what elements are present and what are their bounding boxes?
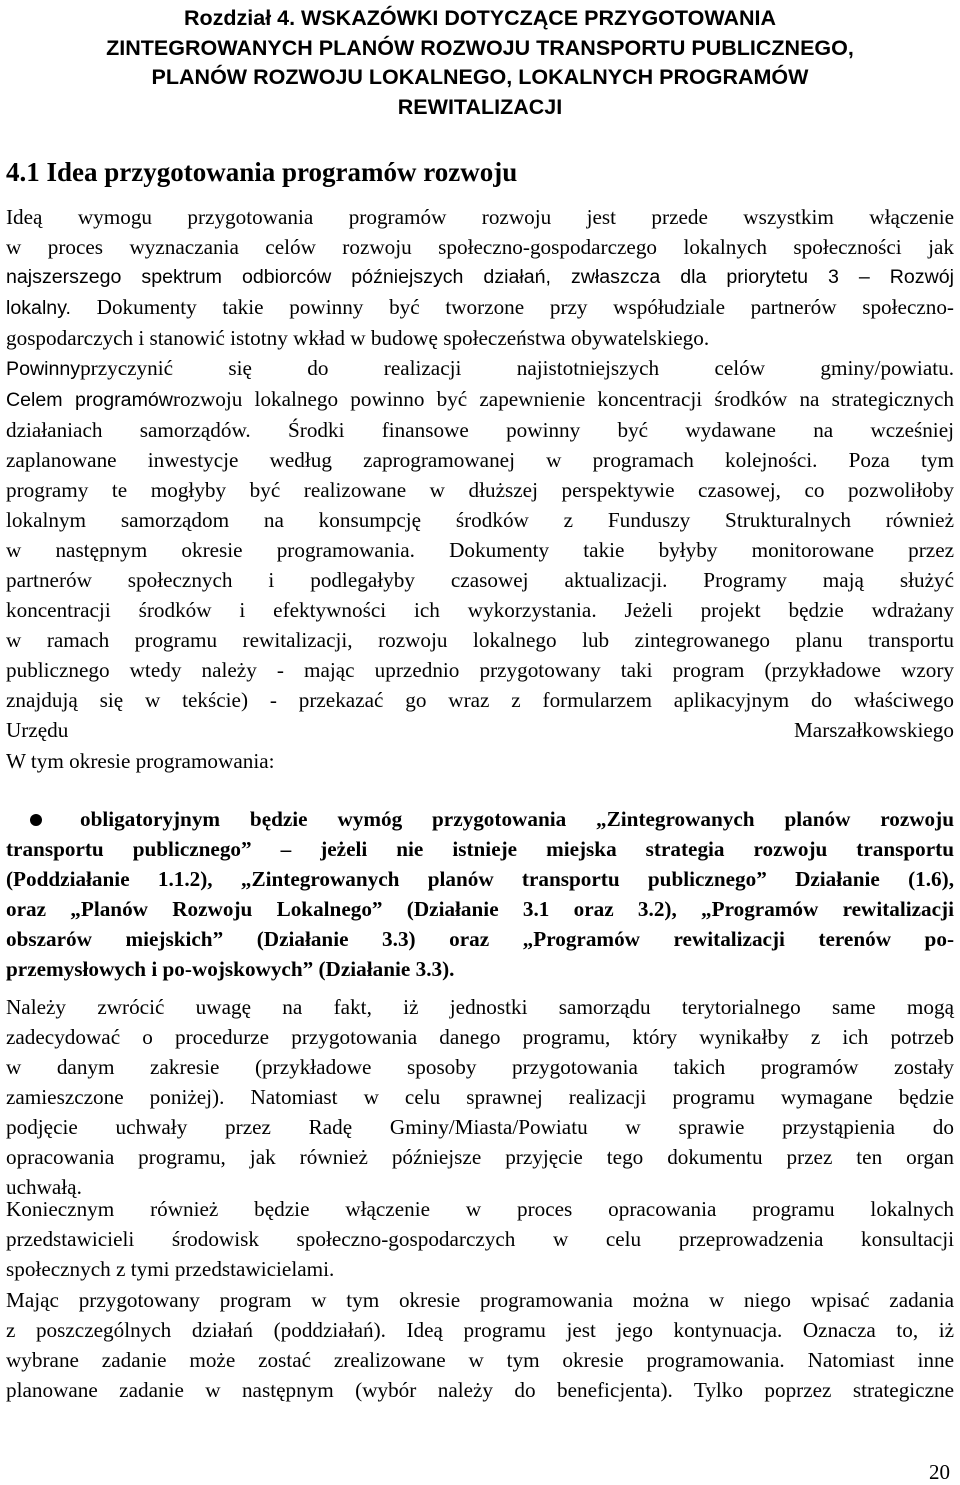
text-line: podjęcie uchwały przez Radę Gminy/Miasta/Powiatu w sprawie przystąpienia do	[6, 1115, 954, 1139]
text-line: społecznych z tymi przedstawicielami.	[6, 1257, 335, 1281]
text-line: (Poddziałanie 1.1.2), „Zintegrowanych planów transportu publicznego” Działanie (1.6),	[6, 867, 954, 891]
text-line: w następnym okresie programowania. Dokumenty takie byłyby monitorowane przez	[6, 538, 954, 562]
text-line: najszerszego spektrum odbiorców późniejszych działań, zwłaszcza dla priorytetu 3 – Rozwój	[6, 266, 954, 288]
text-line: oraz „Planów Rozwoju Lokalnego” (Działanie 3.1 oraz 3.2), „Programów rewitalizacji	[6, 897, 954, 921]
text-fragment: Dokumenty takie powinny być tworzone przy współudziale partnerów społeczno-	[70, 295, 954, 319]
text-line: znajdują się w tekście) - przekazać go wraz z formularzem aplikacyjnym do właściwego	[6, 688, 954, 712]
text-line: transportu publicznego” – jeżeli nie istnieje miejska strategia rozwoju transportu	[6, 837, 954, 861]
text-fragment: Powinny	[6, 358, 81, 380]
chapter-title-line: ZINTEGROWANYCH PLANÓW ROZWOJU TRANSPORTU PUBLICZNEGO,	[106, 35, 854, 60]
text-line: partnerów społecznych i podlegałyby czasowej aktualizacji. Programy mają służyć	[6, 568, 954, 592]
chapter-title-line: REWITALIZACJI	[397, 94, 563, 119]
text-line: Urzędu Marszałkowskiego	[6, 718, 954, 742]
text-line: z poszczególnych działań (poddziałań). Ideą programu jest jego kontynuacja. Oznacza to, iż	[6, 1318, 954, 1342]
programming-period-intro: W tym okresie programowania:	[6, 749, 275, 773]
text-line: publicznego wtedy należy - mając uprzednio przygotowany taki program (przykładowe wzory	[6, 658, 954, 682]
text-line: przemysłowych i po-wojskowych” (Działanie 3.3).	[6, 957, 455, 981]
text-line: wybrane zadanie może zostać zrealizowane w tym okresie programowania. Natomiast inne	[6, 1348, 954, 1372]
text-line: w ramach programu rewitalizacji, rozwoju lokalnego lub zintegrowanego planu transportu	[6, 628, 954, 652]
text-line: programy te mogłyby być realizowane w dłuższej perspektywie czasowej, co pozwoliłoby	[6, 478, 954, 502]
paragraph-intro	[6, 202, 954, 745]
text-line: zaplanowane inwestycje według zaprogramowanej w programach kolejności. Poza tym	[6, 448, 954, 472]
chapter-title-line: PLANÓW ROZWOJU LOKALNEGO, LOKALNYCH PROGRAMÓW	[151, 65, 809, 89]
text-fragment: przyczynić się do realizacji najistotniejszych celów gminy/powiatu.	[80, 356, 954, 380]
chapter-title	[0, 4, 960, 122]
text-line	[6, 353, 954, 384]
text-line: zamieszczone poniżej). Natomiast w celu sprawnej realizacji programu wymagane będzie	[6, 1085, 954, 1109]
text-line: Należy zwrócić uwagę na fakt, iż jednostki samorządu terytorialnego same mogą	[6, 995, 954, 1019]
paragraph-procedure	[6, 992, 954, 1202]
text-line: lokalnym samorządom na konsumpcję środków z Funduszy Strukturalnych również	[6, 508, 954, 532]
text-line: planowane zadanie w następnym (wybór należy do beneficjenta). Tylko poprzez strategiczne	[6, 1378, 954, 1402]
text-line: gospodarczych i stanowić istotny wkład w budowę społeczeństwa obywatelskiego.	[6, 326, 710, 350]
page-number: 20	[929, 1460, 950, 1484]
text-fragment: Celem programów	[6, 389, 173, 411]
bullet-item	[6, 804, 954, 984]
text-fragment: rozwoju lokalnego powinno być zapewnienie koncentracji środków na strategicznych	[172, 387, 954, 411]
text-line: w proces wyznaczania celów rozwoju społeczno-gospodarczego lokalnych społeczności jak	[6, 235, 954, 259]
text-fragment: lokalny.	[6, 297, 71, 319]
chapter-title-line: Rozdział 4. WSKAZÓWKI DOTYCZĄCE PRZYGOTOWANIA	[183, 6, 777, 30]
text-line: koncentracji środków i efektywności ich wykorzystania. Jeżeli projekt będzie wdrażany	[6, 598, 954, 622]
paragraph-consultation	[6, 1194, 954, 1284]
text-line: opracowania programu, jak również późniejsze przyjęcie tego dokumentu przez ten organ	[6, 1145, 954, 1169]
section-title: 4.1 Idea przygotowania programów rozwoju	[6, 157, 518, 187]
text-line	[6, 384, 954, 415]
text-line: zadecydować o procedurze przygotowania danego programu, który wynikałby z ich potrzeb	[6, 1025, 954, 1049]
text-line: Koniecznym również będzie włączenie w proces opracowania programu lokalnych	[6, 1197, 954, 1221]
paragraph-program-tasks	[6, 1285, 954, 1405]
text-line: obligatoryjnym będzie wymóg przygotowania „Zintegrowanych planów rozwoju	[80, 807, 954, 831]
text-line: Ideą wymogu przygotowania programów rozwoju jest przede wszystkim włączenie	[6, 205, 954, 229]
text-line: uchwałą.	[6, 1175, 82, 1199]
text-line: w danym zakresie (przykładowe sposoby przygotowania takich programów zostały	[6, 1055, 954, 1079]
text-line: przedstawicieli środowisk społeczno-gospodarczych w celu przeprowadzenia konsultacji	[6, 1227, 954, 1251]
text-line: Mając przygotowany program w tym okresie programowania można w niego wpisać zadania	[6, 1288, 954, 1312]
text-line	[6, 292, 954, 323]
text-line: obszarów miejskich” (Działanie 3.3) oraz „Programów rewitalizacji terenów po-	[6, 927, 954, 951]
text-line: działaniach samorządów. Środki finansowe powinny być wydawane na wcześniej	[6, 418, 954, 442]
